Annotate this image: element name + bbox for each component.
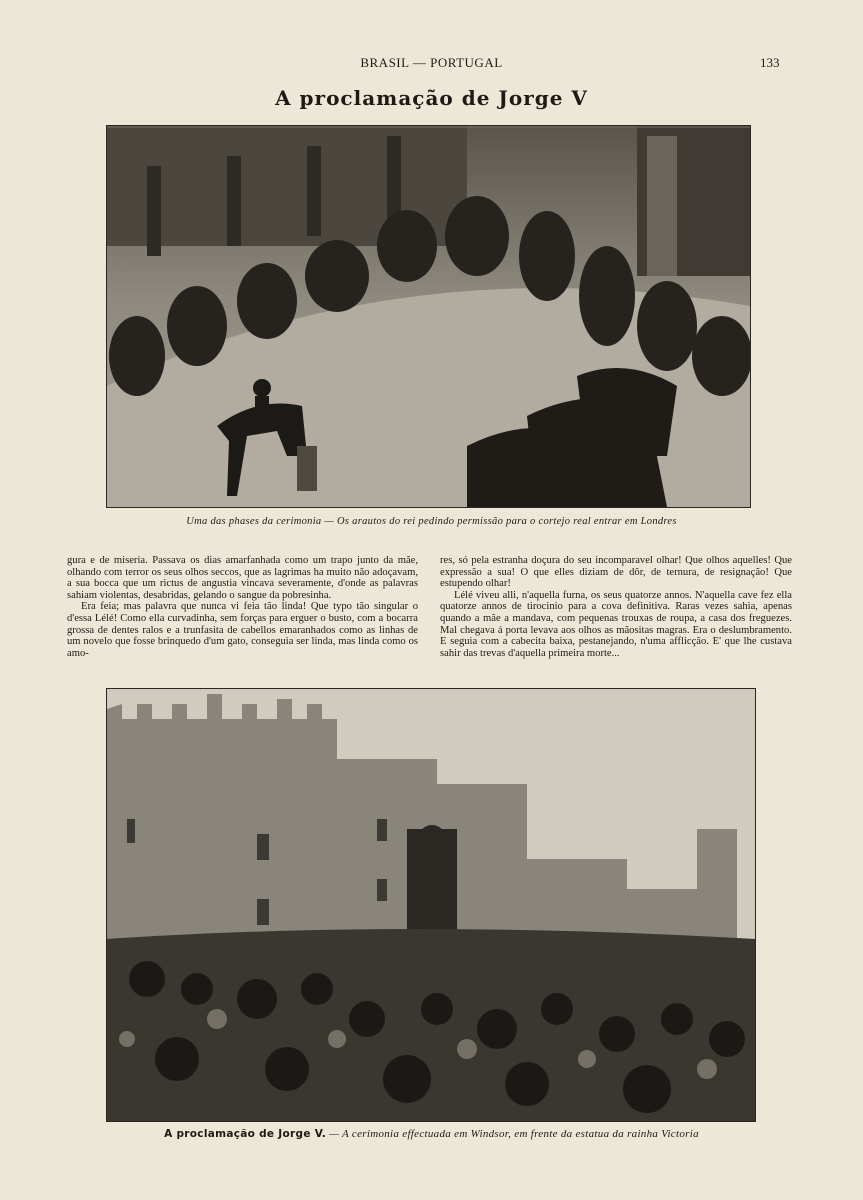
caption-lead: A proclamação de Jorge V. [164,1128,327,1140]
caption-top-photo: Uma das phases da cerimonia — Os arautos do rei pedindo permissão para o cortejo real entrar em Londres [186,516,677,527]
page-number: 133 [760,55,780,70]
paragraph: Era feia; mas palavra que nunca vi feia tão linda! Que typo tão singular o d'essa Lélé! Como ella curvadinha, sem forças para erguer o busto, com a bocarra grossa de dentes ralos e a trunfasita de cabellos emaranhados como as linhas de um novelo que fosse brinquedo d'um gato, conseguia ser linda, mas linda como os amo- [67,601,418,659]
photo-windsor-ceremony [106,688,756,1122]
article-title: A proclamação de Jorge V [275,86,588,110]
running-head: BRASIL — PORTUGAL [360,55,503,70]
caption-bottom-photo [0,1128,863,1140]
paragraph: res, só pela estranha doçura do seu incomparavel olhar! Que olhos aquelles! Que expressão a sua! O que elles diziam de dôr, de ternura, de resignação! Que estupendo olhar! [440,555,792,590]
text-column-left [67,555,418,659]
caption-rest: — A cerimonia effectuada em Windsor, em frente da estatua da rainha Victoria [326,1128,699,1140]
photo-heralds-procession [106,125,751,508]
text-column-right [440,555,792,659]
paragraph: gura e de miseria. Passava os dias amarfanhada como um trapo junto da mãe, olhando com terror os seus olhos seccos, que as lagrimas ha muito não adoçavam, a sua bocca que um rictus de angustia vincava severamente, d'onde as palavras sahiam violentas, desabridas, gelando o sangue da pobresinha. [67,555,418,601]
paragraph: Lélé viveu alli, n'aquella furna, os seus quatorze annos. N'aquella cave fez ella quatorze annos de tirocinio para a cova definitiva. Raras vezes sahia, apenas quando a mãe a mandava, com pequenas trouxas de roupa, a casa dos freguezes. Mal chegava á porta levava aos olhos as mãositas magras. Era o deslumbramento. E seguia com a cabecita baixa, pestanejando, n'uma afflicção. E' que lhe custava sahir das trevas d'aquella primeira morte... [440,589,792,659]
